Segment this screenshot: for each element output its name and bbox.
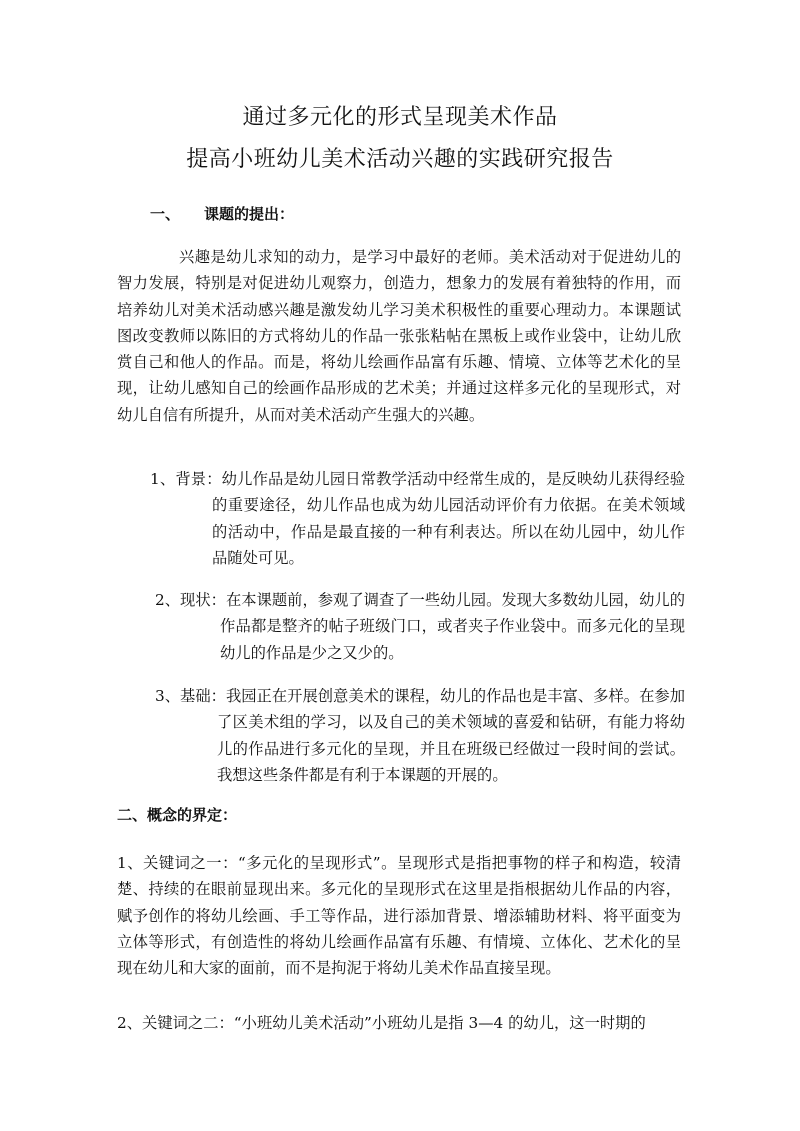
keyword-2-paragraph: 2、关键词之二：“小班幼儿美术活动”小班幼儿是指 3—4 的幼儿，这一时期的 xyxy=(117,1014,646,1032)
list-item-background xyxy=(150,466,685,571)
section-2-heading: 二、概念的界定： xyxy=(117,806,238,824)
section-1-intro-paragraph: 兴趣是幼儿求知的动力，是学习中最好的老师。美术活动对于促进幼儿的智力发展，特别是对促进幼儿观察力，创造力，想象力的发展有着独特的作用，而培养幼儿对美术活动感兴趣是激发幼儿学习美术积极性的重要心理动力。本课题试图改变教师以陈旧的方式将幼儿的作品一张张粘帖在黑板上或作业袋中，让幼儿欣赏自己和他人的作品。而是，将幼儿绘画作品富有乐趣、情境、立体等艺术化的呈现，让幼儿感知自己的绘画作品形成的艺术美；并通过这样多元化的呈现形式，对幼儿自信有所提升，从而对美术活动产生强大的兴趣。 xyxy=(117,248,681,424)
list-item-foundation xyxy=(155,683,685,788)
document-title-line-1: 通过多元化的形式呈现美术作品 xyxy=(242,105,558,130)
document-title-line-2: 提高小班幼儿美术活动兴趣的实践研究报告 xyxy=(186,147,614,172)
section-1-heading xyxy=(150,203,294,225)
list-item-status xyxy=(155,587,685,666)
list-item-background-text: 1、背景：幼儿作品是幼儿园日常教学活动中经常生成的，是反映幼儿获得经验的重要途径，幼儿作品也成为幼儿园活动评价有力依据。在美术领域的活动中，作品是最直接的一种有利表达。所以在幼儿园中，幼儿作品随处可见。 xyxy=(150,470,685,567)
section-1-heading-text: 课题的提出： xyxy=(204,205,295,223)
section-1-number: 一、 xyxy=(150,205,181,223)
keyword-1-paragraph: 1、关键词之一：“多元化的呈现形式”。呈现形式是指把事物的样子和构造，较清楚、持续的在眼前显现出来。多元化的呈现形式在这里是指根据幼儿作品的内容，赋予创作的将幼儿绘画、手工等作品，进行添加背景、增添辅助材料、将平面变为立体等形式，有创造性的将幼儿绘画作品富有乐趣、有情境、立体化、艺术化的呈现在幼儿和大家的面前，而不是拘泥于将幼儿美术作品直接呈现。 xyxy=(117,854,681,978)
list-item-foundation-text: 3、基础：我园正在开展创意美术的课程，幼儿的作品也是丰富、多样。在参加了区美术组的学习，以及自己的美术领域的喜爱和钻研，有能力将幼儿的作品进行多元化的呈现，并且在班级已经做过一段时间的尝试。我想这些条件都是有利于本课题的开展的。 xyxy=(155,687,685,784)
list-item-status-text: 2、现状：在本课题前，参观了调查了一些幼儿园。发现大多数幼儿园，幼儿的作品都是整齐的帖子班级门口，或者夹子作业袋中。而多元化的呈现幼儿的作品是少之又少的。 xyxy=(155,591,685,662)
